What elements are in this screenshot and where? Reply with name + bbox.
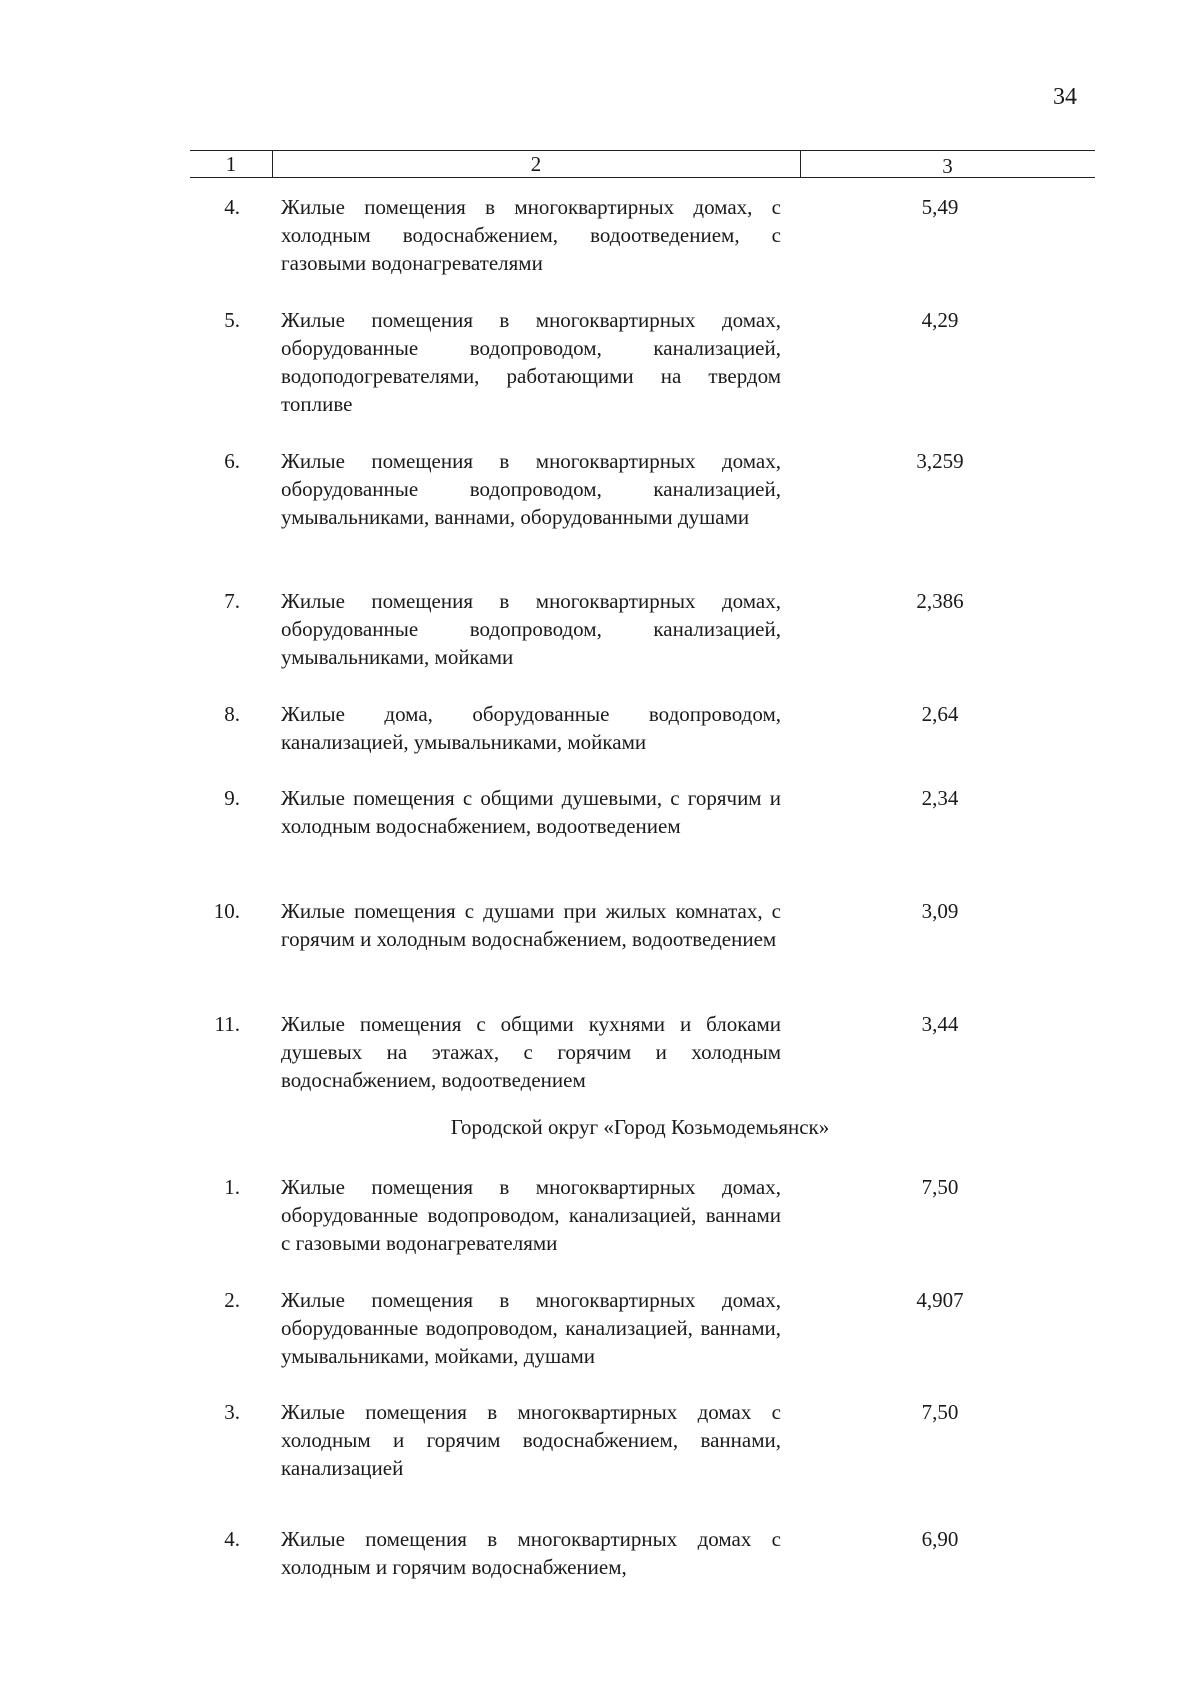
row-number: 7.	[224, 589, 240, 613]
row-number: 5.	[224, 308, 240, 332]
row-description: Жилые помещения в многоквартирных домах, оборудованные водопроводом, канализацией, умывальниками, мойками	[281, 589, 781, 669]
row-value: 3,259	[916, 449, 964, 473]
row-number: 8.	[224, 702, 240, 726]
header-top-line	[190, 150, 1095, 151]
row-value: 7,50	[921, 1400, 959, 1424]
row-value: 6,90	[921, 1527, 959, 1551]
row-description: Жилые помещения с общими кухнями и блоками душевых на этажах, с горячим и холодным водоснабжением, водоотведением	[281, 1012, 781, 1092]
row-description: Жилые помещения в многоквартирных домах, оборудованные водопроводом, канализацией, ваннами с газовыми водонагревателями	[281, 1175, 781, 1255]
row-description: Жилые помещения в многоквартирных домах, оборудованные водопроводом, канализацией, ваннами, умывальниками, мойками, душами	[281, 1288, 781, 1368]
row-number: 2.	[224, 1288, 240, 1312]
row-value: 2,34	[921, 786, 959, 810]
page-number: 34	[1053, 84, 1077, 110]
row-value: 5,49	[921, 195, 959, 219]
row-number: 10.	[213, 899, 240, 923]
row-description: Жилые помещения в многоквартирных домах с холодным и горячим водоснабжением, ваннами, канализацией	[281, 1400, 781, 1480]
row-description: Жилые помещения в многоквартирных домах с холодным и горячим водоснабжением,	[281, 1527, 781, 1579]
row-value: 4,907	[916, 1288, 964, 1312]
header-col2: 2	[530, 152, 542, 176]
row-description: Жилые помещения в многоквартирных домах, оборудованные водопроводом, канализацией, умывальниками, ваннами, оборудованными душами	[281, 449, 781, 529]
row-value: 7,50	[921, 1175, 959, 1199]
row-number: 4.	[224, 195, 240, 219]
row-description: Жилые помещения в многоквартирных домах, с холодным водоснабжением, водоотведением, с газовыми водонагревателями	[281, 195, 781, 275]
row-description: Жилые помещения с общими душевыми, с горячим и холодным водоснабжением, водоотведением	[281, 786, 781, 838]
row-value: 3,44	[921, 1012, 959, 1036]
row-value: 4,29	[921, 308, 959, 332]
row-value: 2,386	[916, 589, 964, 613]
row-number: 4.	[224, 1527, 240, 1551]
row-number: 11.	[214, 1012, 240, 1036]
header-col3: 3	[942, 154, 953, 178]
row-description: Жилые помещения в многоквартирных домах, оборудованные водопроводом, канализацией, водоподогревателями, работающими на твердом топливе	[281, 308, 781, 416]
header-col1: 1	[225, 152, 237, 176]
row-number: 6.	[224, 449, 240, 473]
row-number: 3.	[224, 1400, 240, 1424]
row-description: Жилые помещения с душами при жилых комнатах, с горячим и холодным водоснабжением, водоотведением	[281, 899, 781, 951]
row-value: 2,64	[921, 702, 959, 726]
row-number: 9.	[224, 786, 240, 810]
section-title: Городской округ «Город Козьмодемьянск»	[450, 1115, 830, 1139]
row-description: Жилые дома, оборудованные водопроводом, канализацией, умывальниками, мойками	[281, 702, 781, 754]
row-number: 1.	[224, 1175, 240, 1199]
row-value: 3,09	[921, 899, 959, 923]
